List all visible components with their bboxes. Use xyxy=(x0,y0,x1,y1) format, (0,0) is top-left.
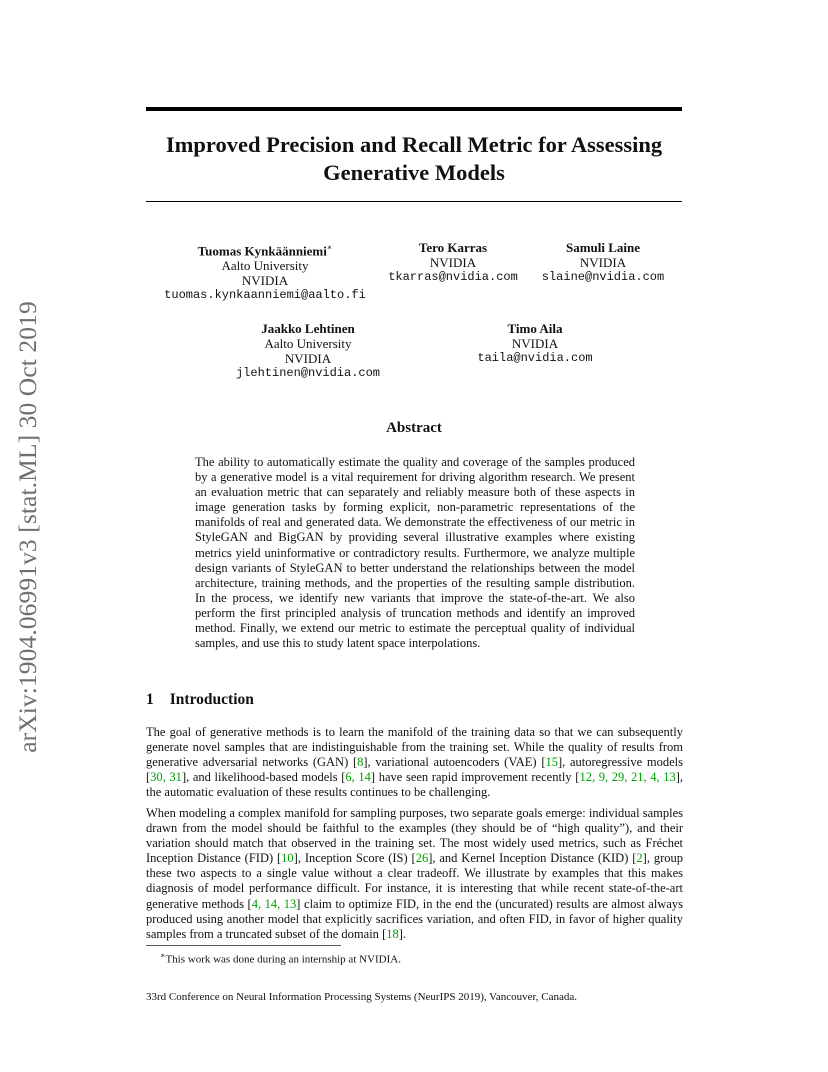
citation-link[interactable]: 8 xyxy=(357,755,364,770)
footnote-rule xyxy=(146,945,341,946)
citation-link[interactable]: 6, 14 xyxy=(345,770,371,785)
author-affiliation: NVIDIA xyxy=(429,255,477,270)
citation-link[interactable]: 18 xyxy=(386,926,399,941)
author-affiliation: NVIDIA xyxy=(241,273,289,289)
arxiv-sidebar xyxy=(2,285,54,770)
section-heading xyxy=(146,691,254,709)
footnote xyxy=(160,951,401,966)
intro-paragraph-1: The goal of generative methods is to learn the manifold of the training data so that we can subsequently generate novel samples that are indistinguishable from the training set. While the quality of results from generative adversarial networks (GAN) [8], variational autoencoders (VAE) [15], autoregressive models [30, 31], and likelihood-based models [6, 14] have seen rapid improvement recently [12, 9, 29, 21, 4, 13], the automatic evaluation of these results continues to be challenging. xyxy=(146,725,684,800)
author-affiliation: NVIDIA xyxy=(284,351,332,366)
author-block xyxy=(383,240,523,285)
author-block xyxy=(470,321,600,366)
author-affiliation: NVIDIA xyxy=(579,255,627,270)
author-affiliation: Aalto University xyxy=(264,336,352,351)
footnote-mark: ∗ xyxy=(160,951,166,960)
author-email[interactable]: jlehtinen@nvidia.com xyxy=(235,366,381,380)
title-bottom-rule xyxy=(146,201,682,202)
author-email[interactable]: tkarras@nvidia.com xyxy=(388,270,518,284)
citation-link[interactable]: 12, 9, 29, 21, 4, 13 xyxy=(579,770,676,785)
author-name: Samuli Laine xyxy=(565,240,641,255)
intro-paragraph-2: When modeling a complex manifold for sampling purposes, two separate goals emerge: individual samples drawn from the model should be faithful to the examples (they should be of “high quality”), and their variation should match that observed in the training set. The most widely used metrics, such as Fréchet Inception Distance (FID) [10], Inception Score (IS) [26], and Kernel Inception Distance (KID) [2], group these two aspects to a single value without a clear tradeoff. We illustrate by examples that this makes diagnosis of model performance difficult. For instance, it is interesting that while recent state-of-the-art generative methods [4, 14, 13] claim to optimize FID, in the end the (uncurated) results are almost always produced using another model that explicitly sacrifices variation, and often FID, in favor of higher quality samples from a truncated subset of the domain [18]. xyxy=(146,806,683,941)
paper-title: Improved Precision and Recall Metric for Assessing Generative Models xyxy=(165,132,663,185)
section-number: 1 xyxy=(146,691,154,708)
abstract-heading: Abstract xyxy=(386,420,442,436)
author-name: Jaakko Lehtinen xyxy=(261,321,355,336)
author-affiliation: Aalto University xyxy=(221,258,309,274)
citation-link[interactable]: 30, 31 xyxy=(150,770,182,785)
author-name: Timo Aila xyxy=(507,321,563,336)
author-block xyxy=(228,321,388,381)
author-block xyxy=(160,240,370,303)
conference-note: 33rd Conference on Neural Information Processing Systems (NeurIPS 2019), Vancouver, Canada. xyxy=(146,991,578,1003)
author-name: Tuomas Kynkäänniemi xyxy=(197,243,327,259)
author-affiliation: NVIDIA xyxy=(511,336,559,351)
citation-link[interactable]: 26 xyxy=(415,851,429,866)
author-footnote-mark: ∗ xyxy=(326,243,333,252)
citation-link[interactable]: 2 xyxy=(636,851,643,866)
author-email[interactable]: slaine@nvidia.com xyxy=(541,270,665,284)
author-email[interactable]: taila@nvidia.com xyxy=(477,351,593,365)
abstract-body: The ability to automatically estimate the quality and coverage of the samples produced by a generative model is a vital requirement for driving algorithm research. We present an evaluation metric that can separately and reliably measure both of these aspects in image generation tasks by forming explicit, non-parametric representations of the manifolds of real and generated data. We demonstrate the effectiveness of our metric in StyleGAN and BigGAN by providing several illustrative examples where existing metrics yield uninformative or contradictory results. Furthermore, we analyze multiple design variants of StyleGAN to better understand the relationships between the model architecture, training methods, and the properties of the resulting sample distribution. In the process, we identify new variants that improve the state-of-the-art. We also perform the first principled analysis of truncation methods and identify an improved method. Finally, we extend our metric to estimate the perceptual quality of individual samples, and use this to study latent space interpolations. xyxy=(195,455,635,651)
author-block xyxy=(538,240,668,285)
arxiv-identifier: arXiv:1904.06991v3 [stat.ML] 30 Oct 2019 xyxy=(13,301,42,753)
citation-link[interactable]: 4, 14, 13 xyxy=(251,896,297,911)
author-name: Tero Karras xyxy=(418,240,488,255)
citation-link[interactable]: 15 xyxy=(545,755,558,770)
citation-link[interactable]: 10 xyxy=(281,851,294,866)
footnote-text: This work was done during an internship at NVIDIA. xyxy=(165,953,401,966)
author-email[interactable]: tuomas.kynkaanniemi@aalto.fi xyxy=(164,288,366,303)
title-top-rule xyxy=(146,107,682,111)
section-title: Introduction xyxy=(169,691,254,708)
